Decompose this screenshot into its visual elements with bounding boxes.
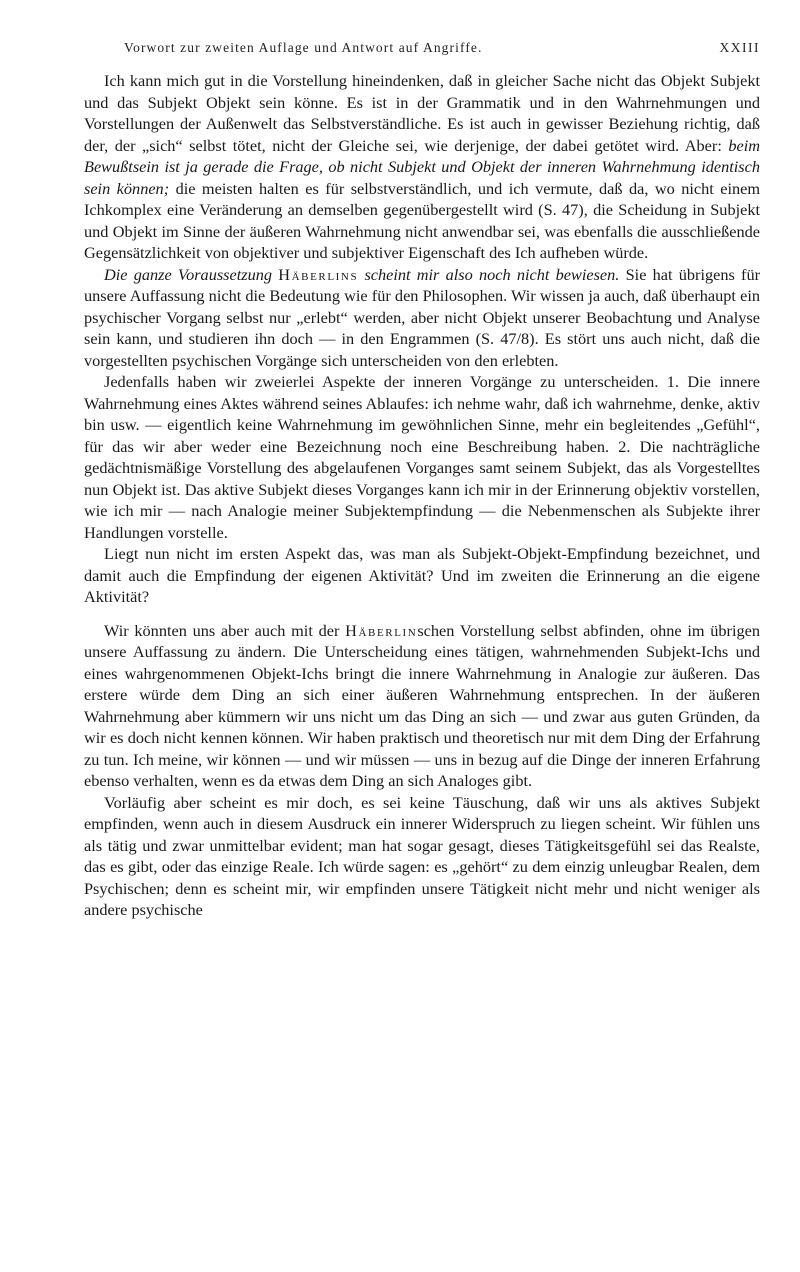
page-header (84, 40, 760, 70)
italic-run: Die ganze Voraussetzung (104, 264, 273, 284)
paragraph-taetigkeitsgefuehl (84, 792, 760, 921)
italic-run: scheint mir also noch nicht bewiesen. (364, 264, 620, 284)
text-run: schen Vorstellung selbst abfinden, ohne im übrigen unsere Auffassung zu ändern. Die Unterscheidung eines tätigen, wahrnehmenden Subjekt-Ichs und eines wahrgenommenen Objekt-Ichs bringt die innere Wahrnehmung in Analogie zur äußeren. Das erstere würde dem Ding an sich einer äußeren Wahrnehmung entsprechen. In der äußeren Wahrnehmung aber kümmern wir uns nicht um das Ding an sich — und zwar aus guten Gründen, da wir es doch nicht kennen können. Wir haben praktisch und theoretisch nur mit dem Ding der Erfahrung zu tun. Ich meine, wir können — und wir müssen — uns in bezug auf die Dinge der inneren Erfahrung ebenso verhalten, wenn es da etwas dem Ding an sich Analoges gibt. (84, 620, 760, 790)
text-run: Sie hat übrigens für unsere Auffassung nicht die Bedeutung wie für den Philosophen. Wir wissen ja auch, daß überhaupt ein psychischer Vorgang selbst nur „erlebt“ werden, aber nicht Objekt unserer Beobachtung und Analyse sein kann, und studieren ihn doch — in den Engrammen (S. 47/8). Es stört uns auch nicht, daß die vorgestellten psychischen Vorgänge sich unterscheiden von den erlebten. (84, 264, 761, 370)
paragraph-ding-an-sich (84, 620, 760, 792)
text-run: Ich kann mich gut in die Vorstellung hineindenken, daß in gleicher Sache nicht das Objekt Subjekt und das Subjekt Objekt sein könne. Es ist in der Grammatik und in den Wahrnehmungen und Vorstellungen der Außenwelt das Selbstverständliche. Es ist auch in gewisser Beziehung richtig, daß der, der „sich“ selbst tötet, nicht der Gleiche sei, wie derjenige, der dabei getötet wird. Aber: (84, 71, 760, 155)
author-name: Häberlins (278, 264, 359, 284)
paragraph-erster-aspekt (84, 543, 760, 608)
text-run: Wir könnten uns aber auch mit der (104, 620, 346, 640)
text-run: die meisten halten es für selbstverständlich, und ich vermute, daß da, wo nicht einem Ichkomplex eine Veränderung an demselben gegenübergestellt wird (S. 47), die Scheidung in Subjekt und Objekt im Sinne der äußeren Wahrnehmung nicht anwendbar sei, was ebenfalls die ausschließende Gegensätzlichkeit von objektiver und subjektiver Eigenschaft des Ich aufheben würde. (84, 178, 760, 262)
text-run: Jedenfalls haben wir zweierlei Aspekte der inneren Vorgänge zu unterscheiden. 1. Die innere Wahrnehmung eines Aktes während seines Ablaufes: ich nehme wahr, daß ich wahrnehme, denke, aktiv bin usw. — eigentlich keine Wahrnehmung im gewöhnlichen Sinne, mehr ein begleitendes „Gefühl“, für das wir aber weder eine Bezeichnung noch eine Beschreibung haben. 2. Die nachträgliche gedächtnismäßige Vorstellung des abgelaufenen Vorganges samt seinem Subjekt, das als Vorgestelltes nun Objekt ist. Das aktive Subjekt dieses Vorganges kann ich mir in der Erinnerung objektiv vorstellen, wie ich mir — nach Analogie meiner Subjektempfindung — die Nebenmenschen als Subjekte ihrer Handlungen vorstelle. (84, 372, 760, 542)
author-name: Häberlin (345, 620, 418, 640)
text-run: Liegt nun nicht im ersten Aspekt das, was man als Subjekt-Objekt-Empfindung bezeichnet, und damit auch die Empfindung der eigenen Aktivität? Und im zweiten die Erinnerung an die eigene Aktivität? (84, 544, 760, 606)
paragraph-voraussetzung (84, 264, 760, 372)
italic-run: beim Bewußtsein ist ja gerade die Frage, ob nicht Subjekt und Objekt der inneren Wahrnehmung identisch sein können; (84, 135, 760, 198)
running-title: Vorwort zur zweiten Auflage und Antwort auf Angriffe. (124, 40, 483, 55)
text-run: Vorläufig aber scheint es mir doch, es sei keine Täuschung, daß wir uns als aktives Subjekt empfinden, wenn auch in diesem Ausdruck ein innerer Widerspruch zu liegen scheint. Wir fühlen uns als tätig und zwar unmittelbar evident; man hat sogar gesagt, dieses Tätigkeitsgefühl sei das Realste, das es gibt, oder das einzige Reale. Ich würde sagen: es „gehört“ zu dem einzig unleugbar Realen, dem Psychischen; denn es scheint mir, wir empfinden unsere Tätigkeit nicht mehr und nicht weniger als andere psychische (84, 792, 760, 919)
paragraph-zwei-aspekte (84, 371, 760, 543)
page-number: XXIII (719, 40, 760, 55)
body-text (84, 70, 760, 921)
paragraph-subject-object (84, 70, 760, 264)
